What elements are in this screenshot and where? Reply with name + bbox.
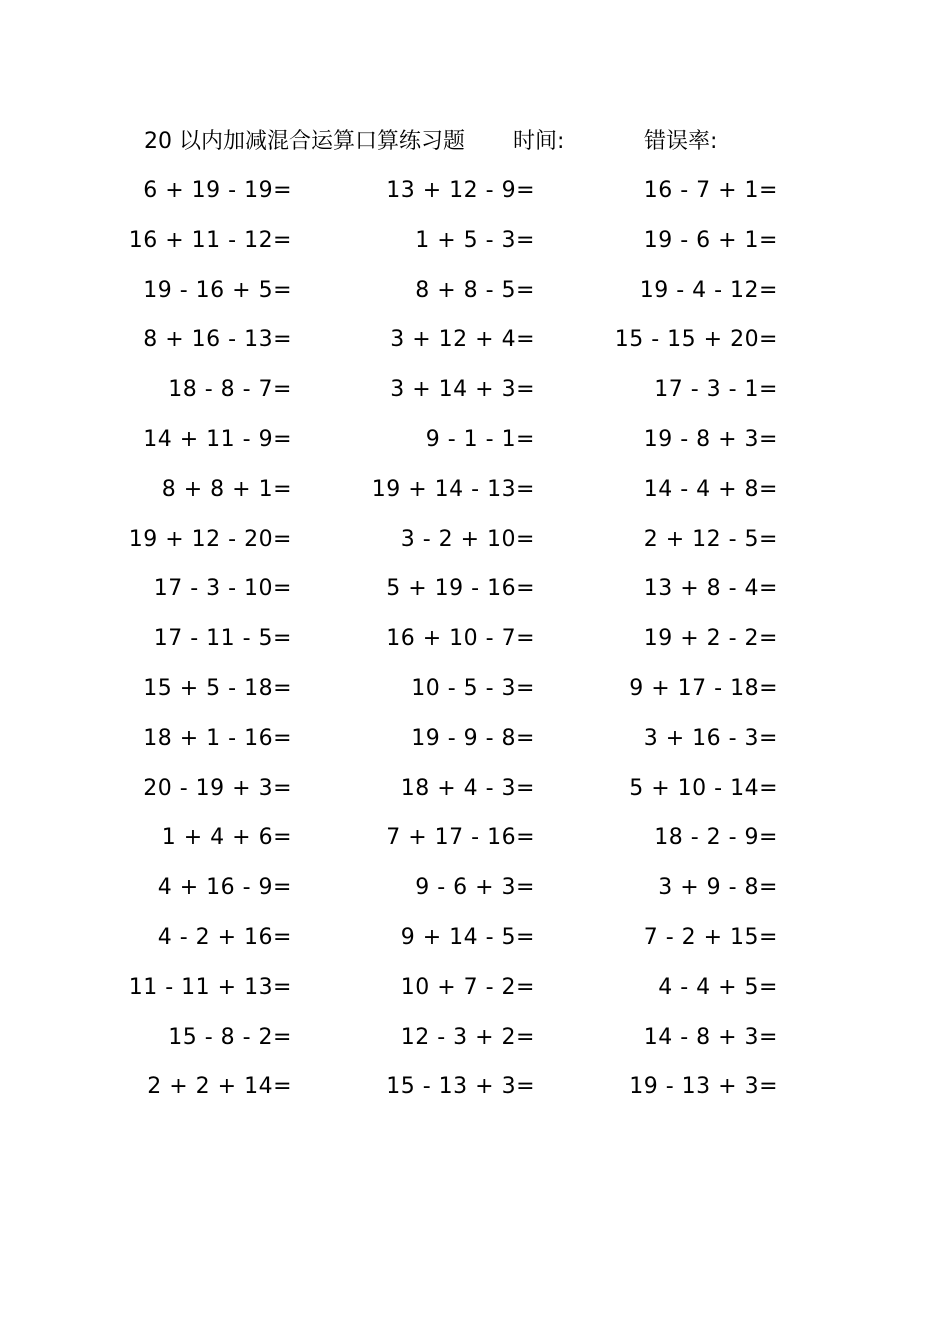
problem-cell: 9 - 1 - 1=: [425, 426, 535, 452]
problem-cell: 19 - 16 + 5=: [143, 277, 292, 303]
problem-cell: 19 - 13 + 3=: [629, 1074, 778, 1100]
problem-cell: 17 - 3 - 1=: [654, 377, 778, 403]
problem-cell: 13 + 8 - 4=: [643, 576, 778, 602]
problem-cell: 14 - 4 + 8=: [643, 476, 778, 502]
worksheet-title: 20 以内加减混合运算口算练习题: [144, 129, 465, 154]
problem-cell: 13 + 12 - 9=: [386, 178, 535, 203]
problem-cell: 7 + 17 - 16=: [386, 825, 535, 851]
problem-grid: [120, 172, 820, 1118]
problem-cell: 3 + 12 + 4=: [390, 327, 535, 353]
problem-cell: 5 + 19 - 16=: [386, 576, 535, 602]
problem-cell: 11 - 11 + 13=: [128, 974, 292, 1000]
problem-cell: 18 - 8 - 7=: [168, 377, 292, 403]
problem-cell: 3 + 9 - 8=: [658, 875, 778, 901]
problem-cell: 9 + 14 - 5=: [400, 924, 535, 950]
problem-cell: 16 + 10 - 7=: [386, 626, 535, 652]
problem-cell: 4 - 2 + 16=: [157, 924, 292, 950]
problem-cell: 10 + 7 - 2=: [400, 974, 535, 1000]
problem-cell: 10 - 5 - 3=: [411, 675, 535, 701]
problem-cell: 15 + 5 - 18=: [143, 675, 292, 701]
problem-cell: 17 - 3 - 10=: [153, 576, 292, 602]
problem-cell: 20 - 19 + 3=: [143, 775, 292, 801]
problem-cell: 18 + 1 - 16=: [143, 725, 292, 751]
time-label: 时间:: [513, 129, 565, 154]
problem-cell: 3 + 14 + 3=: [390, 377, 535, 403]
worksheet-header: [144, 124, 804, 160]
problem-cell: 16 - 7 + 1=: [643, 178, 778, 203]
problem-cell: 2 + 2 + 14=: [147, 1074, 292, 1100]
problem-cell: 19 - 9 - 8=: [411, 725, 535, 751]
problem-cell: 18 + 4 - 3=: [400, 775, 535, 801]
problem-cell: 19 - 6 + 1=: [643, 227, 778, 253]
problem-cell: 15 - 8 - 2=: [168, 1024, 292, 1050]
problem-cell: 5 + 10 - 14=: [629, 775, 778, 801]
problem-cell: 19 + 2 - 2=: [643, 626, 778, 652]
problem-cell: 7 - 2 + 15=: [643, 924, 778, 950]
problem-cell: 2 + 12 - 5=: [643, 526, 778, 552]
problem-cell: 3 + 16 - 3=: [643, 725, 778, 751]
problem-cell: 9 + 17 - 18=: [629, 675, 778, 701]
problem-cell: 19 - 4 - 12=: [639, 277, 778, 303]
problem-cell: 8 + 8 - 5=: [415, 277, 535, 303]
problem-cell: 4 + 16 - 9=: [157, 875, 292, 901]
problem-cell: 18 - 2 - 9=: [654, 825, 778, 851]
problem-cell: 15 - 15 + 20=: [614, 327, 778, 353]
problem-cell: 8 + 16 - 13=: [143, 327, 292, 353]
problem-cell: 17 - 11 - 5=: [153, 626, 292, 652]
problem-cell: 9 - 6 + 3=: [415, 875, 535, 901]
problem-cell: 1 + 4 + 6=: [161, 825, 292, 851]
problem-cell: 4 - 4 + 5=: [658, 974, 778, 1000]
problem-cell: 15 - 13 + 3=: [386, 1074, 535, 1100]
problem-cell: 1 + 5 - 3=: [415, 227, 535, 253]
problem-cell: 14 - 8 + 3=: [643, 1024, 778, 1050]
problem-cell: 8 + 8 + 1=: [161, 476, 292, 502]
problem-cell: 19 + 14 - 13=: [371, 476, 535, 502]
problem-cell: 19 + 12 - 20=: [128, 526, 292, 552]
error-rate-label: 错误率:: [644, 129, 718, 154]
problem-cell: 12 - 3 + 2=: [400, 1024, 535, 1050]
problem-cell: 14 + 11 - 9=: [143, 426, 292, 452]
problem-cell: 16 + 11 - 12=: [128, 227, 292, 253]
problem-cell: 3 - 2 + 10=: [400, 526, 535, 552]
problem-cell: 6 + 19 - 19=: [143, 178, 292, 203]
problem-cell: 19 - 8 + 3=: [643, 426, 778, 452]
